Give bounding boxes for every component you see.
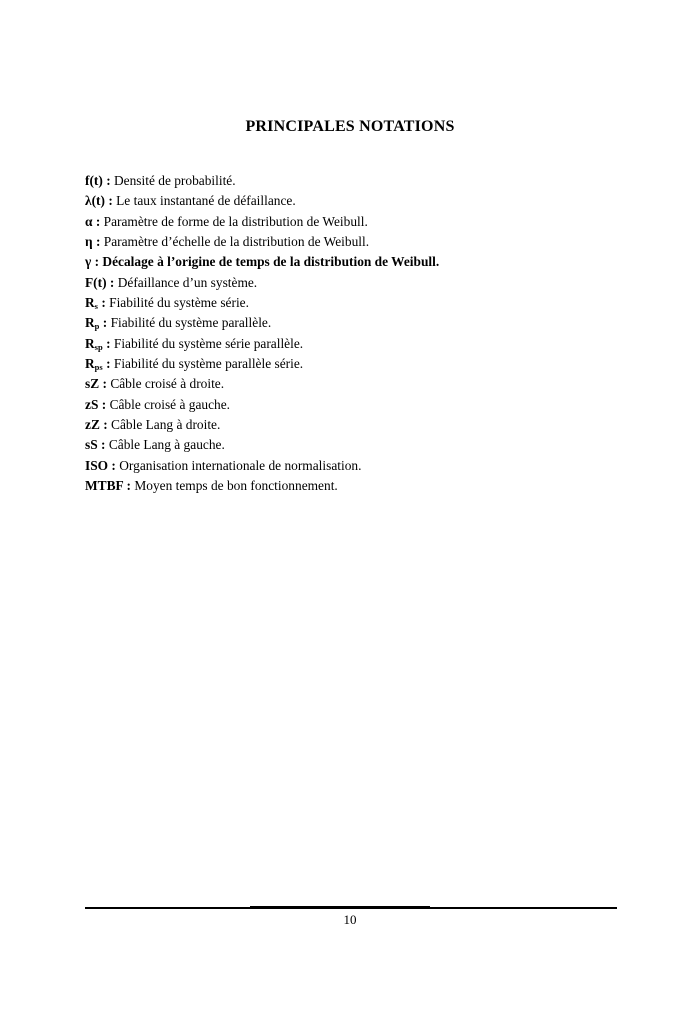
notation-symbol-text: R [85,295,95,311]
notation-symbol-text: f(t) [85,173,103,188]
notation-separator: : [97,437,109,453]
notation-symbol [85,417,111,432]
notation-item [85,395,645,415]
notation-symbol [85,478,134,493]
notation-separator: : [97,295,110,311]
notation-symbol-subscript: s [94,301,98,312]
notation-symbol-text: ISO [85,457,109,473]
notation-description: Densité de probabilité. [114,173,236,188]
notation-symbol-text: λ(t) [85,193,105,209]
notation-item [85,212,645,232]
notation-description: Le taux instantané de défaillance. [116,193,296,209]
notation-symbol-text: zZ [85,417,100,433]
notation-symbol-text: zS [85,396,99,412]
notation-item [85,232,645,252]
notation-symbol [85,315,111,330]
notation-symbol [85,356,114,371]
notation-symbol [85,376,110,391]
notation-item [85,476,645,496]
notation-separator: : [123,478,135,494]
notation-item [85,354,645,374]
footer-rule-accent [250,906,430,909]
notations-list [85,171,645,497]
notation-separator: : [99,315,111,331]
notation-description: Câble croisé à gauche. [109,396,231,412]
notation-item [85,191,645,211]
notation-item [85,273,645,293]
notation-item [85,171,645,191]
page-number: 10 [343,912,357,927]
notation-description: Fiabilité du système parallèle. [110,315,272,331]
notation-item [85,334,645,354]
notation-description: Moyen temps de bon fonctionnement. [134,478,338,494]
notation-separator: : [104,193,117,209]
notation-description: Paramètre d’échelle de la distribution de Weibull. [103,234,370,250]
page-title: PRINCIPALES NOTATIONS [245,118,455,135]
notation-description: Fiabilité du système série. [109,295,249,311]
notation-symbol-text: R [85,315,95,331]
notation-symbol [85,295,109,310]
notation-item [85,456,645,476]
notation-description: Fiabilité du système parallèle série. [113,356,304,372]
notation-description: Câble Lang à droite. [111,417,221,433]
notation-separator: : [91,254,103,270]
notation-symbol [85,336,114,351]
notation-description: Paramètre de forme de la distribution de Weibull. [103,213,368,229]
notation-symbol-text: MTBF [85,478,124,494]
notation-separator: : [102,356,114,372]
notation-symbol-text: η [85,234,93,250]
notation-description: Fiabilité du système série parallèle. [113,335,304,351]
notation-description: Câble Lang à gauche. [108,437,225,453]
notation-symbol-subscript: p [94,321,100,332]
notation-separator: : [106,274,118,290]
notation-separator: : [98,396,110,412]
notation-symbol [85,437,109,452]
notation-separator: : [99,376,111,392]
notation-item [85,293,645,313]
notation-item [85,435,645,455]
notation-description: Décalage à l’origine de temps de la distribution de Weibull. [102,254,440,270]
notation-description: Défaillance d’un système. [117,274,258,290]
notation-symbol [85,275,118,290]
notation-symbol-subscript: ps [94,362,103,373]
notation-symbol [85,254,102,269]
notation-symbol-subscript: sp [94,341,103,352]
notation-symbol-text: γ [85,254,92,270]
notation-symbol-text: R [85,356,95,372]
notation-item [85,415,645,435]
notation-symbol [85,214,104,229]
notation-item [85,374,645,394]
notation-description: Organisation internationale de normalisation. [119,457,362,473]
notation-symbol-text: sS [85,437,98,453]
notation-separator: : [92,234,104,250]
notation-separator: : [99,417,112,433]
notation-symbol-text: α [85,213,93,229]
notation-separator: : [102,335,114,351]
notation-symbol [85,397,110,412]
notation-description: Câble croisé à droite. [110,376,225,392]
notation-symbol [85,193,116,208]
notation-item [85,313,645,333]
notation-separator: : [102,173,114,188]
notation-separator: : [92,213,104,229]
notation-symbol-text: F(t) [85,274,107,290]
notation-item [85,252,645,272]
notation-symbol [85,458,119,473]
notation-symbol [85,173,114,188]
notation-symbol [85,234,104,249]
notation-symbol-text: sZ [85,376,100,392]
notation-separator: : [108,457,120,473]
notation-symbol-text: R [85,335,95,351]
